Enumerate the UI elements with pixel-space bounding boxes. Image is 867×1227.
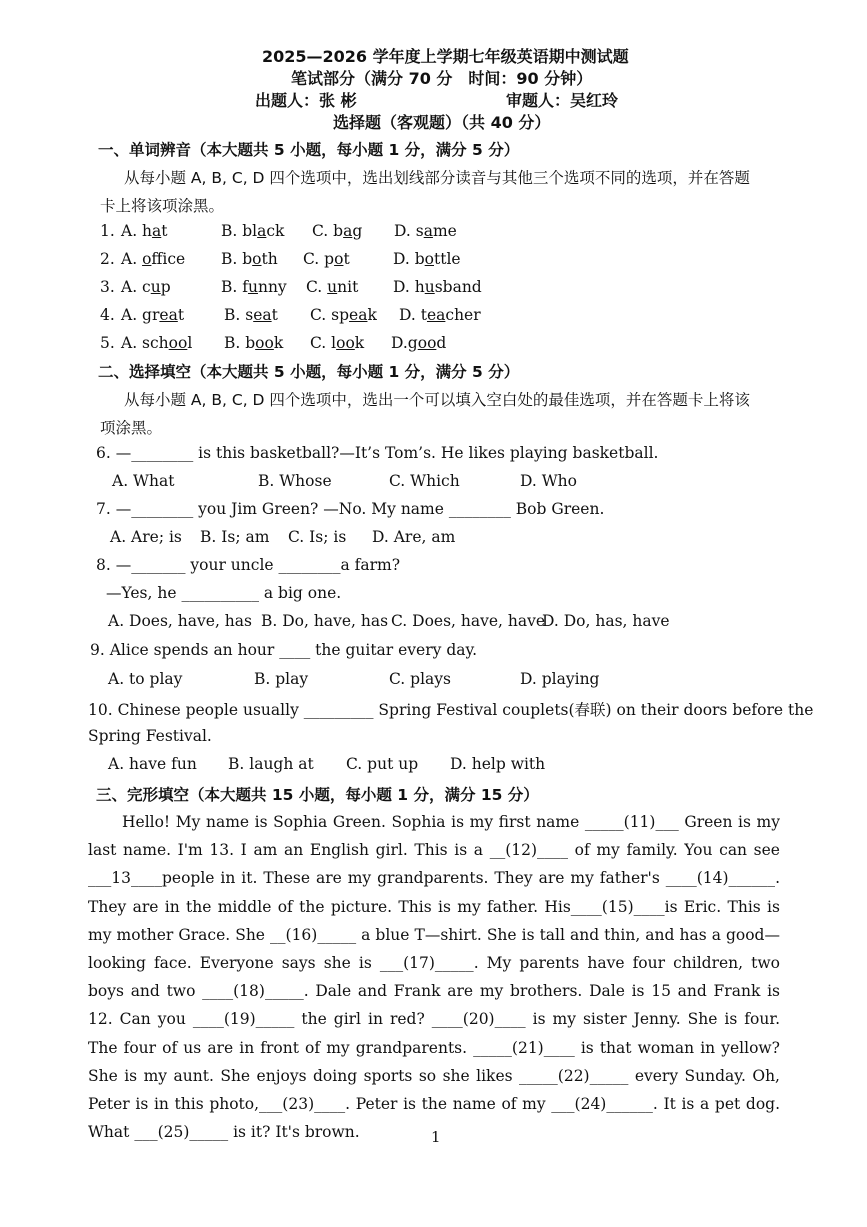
- question-5-option-b: B. book: [224, 334, 284, 352]
- passage-text: is my sister Jenny. She is four. The four of us are in front of my grandparents.: [88, 1010, 780, 1057]
- passage-text: . Dale and Frank are my brothers. Dale is 15 and Frank is 12. Can you: [88, 982, 780, 1029]
- question-3-number: 3.: [100, 278, 115, 296]
- question-10-option-b: B. laugh at: [228, 755, 314, 773]
- question-7-stem: 7. —________ you Jim Green? —No. My name ________ Bob Green.: [96, 500, 605, 518]
- reviewer-label: 审题人：吴红玲: [506, 91, 619, 110]
- question-9-option-a: A. to play: [108, 670, 183, 688]
- passage-text: Green is my last name. I'm 13. I am an English girl. This is a: [88, 813, 780, 860]
- question-2-option-c: C. pot: [303, 250, 350, 268]
- cloze-blank: ___(23)____: [259, 1095, 346, 1114]
- section2-instruction-2: 项涂黑。: [100, 419, 163, 437]
- question-2-number: 2.: [100, 250, 115, 268]
- question-2-option-b: B. both: [221, 250, 278, 268]
- cloze-blank: ___(24)______: [551, 1095, 653, 1114]
- part-title: 选择题（客观题）（共 40 分）: [333, 113, 551, 132]
- section3-heading: 三、完形填空（本大题共 15 小题，每小题 1 分，满分 15 分）: [96, 786, 539, 804]
- cloze-blank: ___(17)_____: [379, 954, 474, 973]
- question-7-option-a: A. Are; is: [110, 528, 182, 546]
- exam-subtitle: 笔试部分（满分 70 分 时间：90 分钟）: [291, 69, 593, 88]
- question-4-option-b: B. seat: [224, 306, 278, 324]
- cloze-blank: ____(20)____: [431, 1010, 526, 1029]
- question-1-option-b: B. black: [221, 222, 285, 240]
- question-7-option-c: C. Is; is: [288, 528, 347, 546]
- passage-text: of my family. You can see: [568, 841, 780, 860]
- question-3-option-c: C. unit: [306, 278, 359, 296]
- cloze-blank: ___13____: [88, 869, 162, 888]
- question-7-option-b: B. Is; am: [200, 528, 270, 546]
- question-3-option-b: B. funny: [221, 278, 287, 296]
- question-6-option-b: B. Whose: [258, 472, 332, 490]
- question-3-option-d: D. husband: [393, 278, 482, 296]
- passage-text: people in it. These are my grandparents. They are my father's: [161, 869, 666, 888]
- exam-title: 2025—2026 学年度上学期七年级英语期中测试题: [262, 47, 629, 66]
- question-8-stem: 8. —_______ your uncle ________a farm?: [96, 556, 401, 574]
- passage-text: . It is a pet dog. What: [88, 1095, 780, 1142]
- cloze-blank: ___(25)_____: [134, 1123, 229, 1142]
- question-9-option-d: D. playing: [520, 670, 600, 688]
- question-6-stem: 6. —________ is this basketball?—It’s Tom’s. He likes playing basketball.: [96, 444, 659, 462]
- section1-instruction-1: 从每小题 A, B, C, D 四个选项中，选出划线部分读音与其他三个选项不同的选项，并在答题: [124, 169, 750, 187]
- section1-heading: 一、单词辨音（本大题共 5 小题，每小题 1 分，满分 5 分）: [98, 141, 520, 159]
- question-2-option-d: D. bottle: [393, 250, 461, 268]
- question-6-option-d: D. Who: [520, 472, 577, 490]
- passage-text: every Sunday. Oh, Peter is in this photo,: [88, 1066, 780, 1114]
- question-1-option-a: A. hat: [121, 222, 168, 240]
- passage-text: . Peter is the name of my: [345, 1095, 552, 1114]
- passage-text: a blue T—shirt. She is tall and thin, and has a good—looking face. Everyone says she is: [88, 925, 780, 973]
- question-5-option-a: A. school: [121, 334, 193, 352]
- question-8-option-d: D. Do, has, have: [542, 612, 670, 630]
- section1-instruction-2: 卡上将该项涂黑。: [100, 197, 225, 215]
- passage-text: . They are in the middle of the picture. This is my father. His: [88, 869, 780, 916]
- question-10-stem-2: Spring Festival.: [88, 727, 212, 745]
- section2-instruction-1: 从每小题 A, B, C, D 四个选项中，选出一个可以填入空白处的最佳选项，并在答题卡上将该: [124, 391, 750, 409]
- question-4-option-a: A. great: [121, 306, 185, 324]
- question-6-option-a: A. What: [112, 472, 175, 490]
- question-2-option-a: A. office: [121, 250, 186, 268]
- question-5-option-d: D.good: [391, 334, 447, 352]
- setter-label: 出题人：张 彬: [255, 91, 357, 110]
- page-number: 1: [431, 1128, 441, 1146]
- question-6-option-c: C. Which: [389, 472, 460, 490]
- question-9-option-b: B. play: [254, 670, 309, 688]
- passage-text: is it? It's brown.: [228, 1123, 360, 1142]
- question-10-stem: 10. Chinese people usually _________ Spring Festival couplets(春联) on their doors before the: [88, 701, 814, 719]
- passage-text: the girl in red?: [294, 1010, 432, 1029]
- cloze-blank: ____(14)______: [665, 869, 776, 888]
- question-9-option-c: C. plays: [389, 670, 451, 688]
- question-5-number: 5.: [100, 334, 115, 352]
- question-9-stem: 9. Alice spends an hour ____ the guitar every day.: [90, 641, 478, 659]
- cloze-blank: _____(11)___: [584, 813, 679, 831]
- cloze-blank: _____(22)_____: [519, 1066, 629, 1085]
- passage-text: is that woman in yellow? She is my aunt. She enjoys doing sports so she likes: [88, 1038, 780, 1085]
- passage-text: . My parents have four children, two boys and two: [88, 954, 780, 1001]
- question-10-option-c: C. put up: [346, 755, 419, 773]
- question-10-option-a: A. have fun: [108, 755, 197, 773]
- cloze-blank: __(12)____: [489, 841, 569, 860]
- cloze-blank: ____(19)_____: [192, 1010, 295, 1029]
- question-8-stem-2: —Yes, he __________ a big one.: [106, 584, 342, 602]
- question-8-option-b: B. Do, have, has: [261, 612, 389, 630]
- passage-text: Hello! My name is Sophia Green. Sophia is my first name: [122, 813, 585, 831]
- question-5-option-c: C. look: [310, 334, 365, 352]
- question-4-option-d: D. teacher: [399, 306, 481, 324]
- question-1-option-d: D. same: [394, 222, 457, 240]
- question-7-option-d: D. Are, am: [372, 528, 456, 546]
- question-1-option-c: C. bag: [312, 222, 363, 240]
- cloze-blank: _____(21)____: [473, 1038, 575, 1057]
- section2-heading: 二、选择填空（本大题共 5 小题，每小题 1 分，满分 5 分）: [98, 363, 520, 381]
- cloze-blank: __(16)_____: [270, 925, 357, 944]
- question-10-option-d: D. help with: [450, 755, 546, 773]
- cloze-passage: [88, 808, 780, 1146]
- question-3-option-a: A. cup: [121, 278, 171, 296]
- question-4-number: 4.: [100, 306, 115, 324]
- question-4-option-c: C. speak: [310, 306, 377, 324]
- question-8-option-a: A. Does, have, has: [108, 612, 252, 630]
- cloze-blank: ____(15)____: [570, 897, 665, 916]
- cloze-blank: ____(18)_____: [202, 982, 304, 1001]
- question-8-option-c: C. Does, have, have: [391, 612, 546, 630]
- question-1-number: 1.: [100, 222, 115, 240]
- passage-text: is Eric. This is my mother Grace. She: [88, 897, 780, 944]
